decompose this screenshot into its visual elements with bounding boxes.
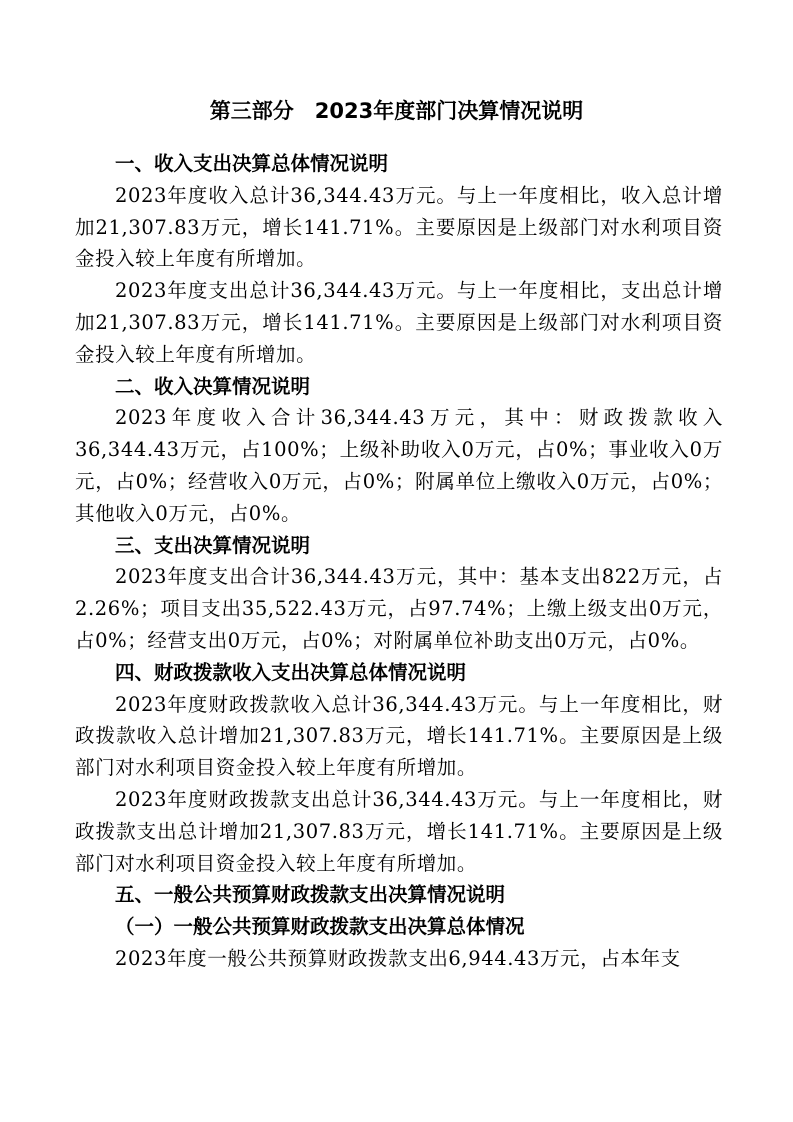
paragraph: 2023年度支出总计36,344.43万元。与上一年度相比，支出总计增加21,307.83万元，增长141.71%。主要原因是上级部门对水利项目资金投入较上年度有所增加。: [75, 279, 723, 366]
section-heading: 五、一般公共预算财政拨款支出决算情况说明: [115, 883, 506, 907]
section-expenditure-details: [75, 530, 723, 657]
page-title: 第三部分 2023年度部门决算情况说明: [209, 99, 584, 123]
section-heading: 二、收入决算情况说明: [115, 374, 311, 398]
section-heading: 一、收入支出决算总体情况说明: [115, 152, 389, 175]
paragraph: 2023年度收入合计36,344.43万元，其中：财政拨款收入36,344.43万元，占100%；上级补助收入0万元，占0%；事业收入0万元，占0%；经营收入0万元，占0%；附属单位上缴收入0万元，占0%；其他收入0万元，占0%。: [75, 406, 723, 525]
section-heading: 四、财政拨款收入支出决算总体情况说明: [115, 660, 467, 684]
section-income-details: [75, 371, 723, 530]
section-subheading: （一）一般公共预算财政拨款支出决算总体情况: [115, 915, 525, 939]
section-income-expenditure-overview: [75, 148, 723, 371]
paragraph: 2023年度财政拨款支出总计36,344.43万元。与上一年度相比，财政拨款支出总计增加21,307.83万元，增长141.71%。主要原因是上级部门对水利项目资金投入较上年度有所增加。: [75, 787, 723, 875]
document-body: [75, 148, 723, 975]
paragraph: 2023年度收入总计36,344.43万元。与上一年度相比，收入总计增加21,307.83万元，增长141.71%。主要原因是上级部门对水利项目资金投入较上年度有所增加。: [75, 183, 723, 271]
paragraph: 2023年度财政拨款收入总计36,344.43万元。与上一年度相比，财政拨款收入总计增加21,307.83万元，增长141.71%。主要原因是上级部门对水利项目资金投入较上年度有所增加。: [75, 692, 723, 780]
section-fiscal-appropriation-overview: [75, 657, 723, 880]
section-general-public-budget: [75, 879, 723, 974]
section-heading: 三、支出决算情况说明: [115, 533, 311, 557]
paragraph: 2023年度支出合计36,344.43万元，其中：基本支出822万元，占2.26%；项目支出35,522.43万元，占97.74%；上缴上级支出0万元，占0%；经营支出0万元，占0%；对附属单位补助支出0万元，占0%。: [75, 565, 723, 652]
paragraph: 2023年度一般公共预算财政拨款支出6,944.43万元，占本年支: [115, 946, 681, 970]
